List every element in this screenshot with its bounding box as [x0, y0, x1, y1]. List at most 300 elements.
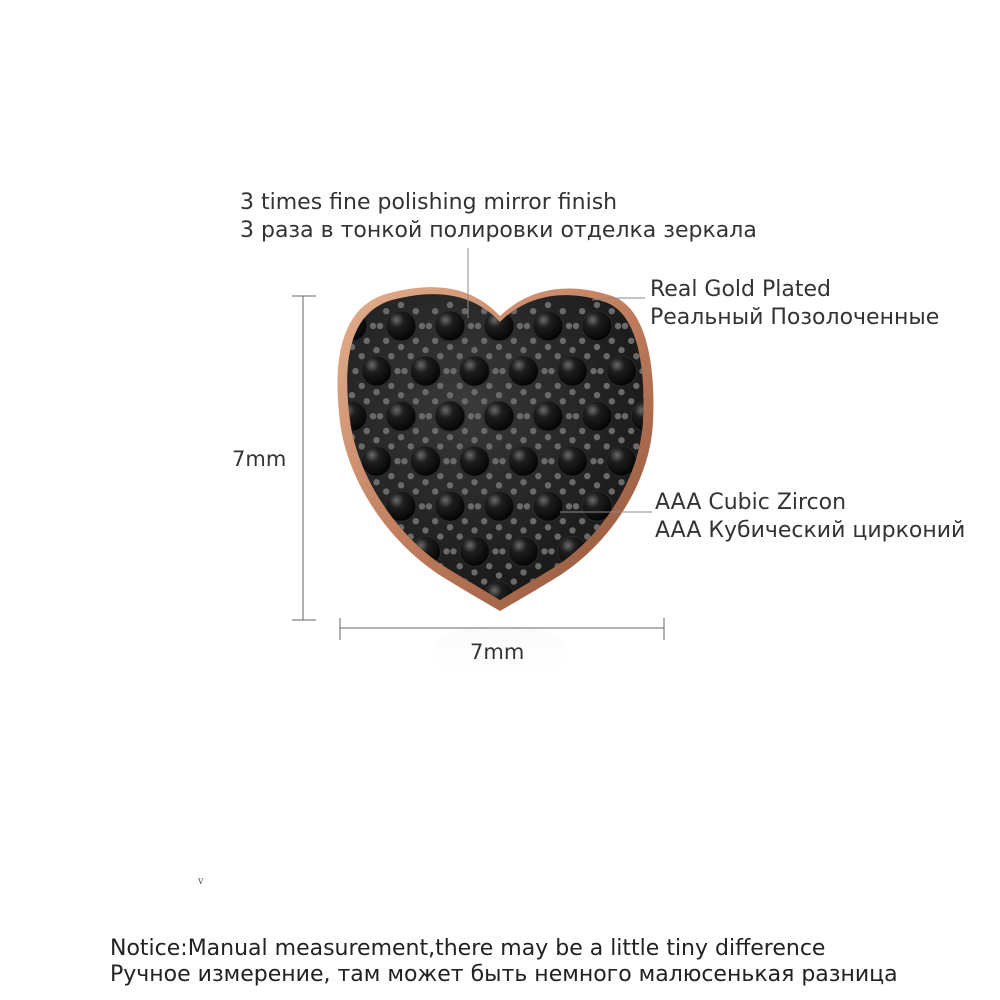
setting-bead: [664, 593, 670, 599]
setting-bead: [633, 563, 639, 569]
setting-bead: [646, 458, 652, 464]
zircon-stone: [631, 582, 661, 612]
setting-bead: [622, 413, 628, 419]
setting-bead: [524, 413, 530, 419]
setting-bead: [594, 614, 600, 620]
setting-bead: [569, 569, 575, 575]
setting-bead: [511, 518, 517, 524]
setting-bead: [506, 563, 512, 569]
setting-bead: [653, 563, 659, 569]
setting-bead: [471, 347, 477, 353]
setting-bead: [511, 428, 517, 434]
setting-bead: [653, 353, 659, 359]
setting-bead: [370, 323, 376, 329]
setting-bead: [481, 398, 487, 404]
setting-bead: [667, 479, 673, 485]
zircon-stone: [484, 491, 514, 521]
setting-bead: [499, 458, 505, 464]
setting-bead: [530, 338, 536, 344]
setting-bead: [364, 428, 370, 434]
setting-bead: [370, 593, 376, 599]
setting-bead: [359, 443, 365, 449]
setting-bead: [422, 347, 428, 353]
setting-bead: [643, 572, 649, 578]
setting-bead: [398, 434, 404, 440]
setting-bead: [566, 593, 572, 599]
setting-bead: [398, 614, 404, 620]
setting-bead: [579, 398, 585, 404]
setting-bead: [609, 488, 615, 494]
setting-bead: [573, 503, 579, 509]
setting-bead: [682, 383, 688, 389]
setting-bead: [437, 383, 443, 389]
setting-bead: [597, 548, 603, 554]
zircon-stone: [460, 356, 490, 386]
setting-bead: [511, 398, 517, 404]
zircon-stone: [337, 491, 367, 521]
setting-bead: [383, 308, 389, 314]
setting-bead: [462, 308, 468, 314]
setting-bead: [633, 533, 639, 539]
setting-bead: [462, 338, 468, 344]
setting-bead: [667, 569, 673, 575]
setting-bead: [609, 338, 615, 344]
setting-bead: [560, 608, 566, 614]
zircon-stone: [435, 491, 465, 521]
setting-bead: [590, 458, 596, 464]
setting-bead: [541, 548, 547, 554]
setting-bead: [604, 443, 610, 449]
setting-bead: [447, 434, 453, 440]
zircon-stone: [558, 356, 588, 386]
setting-bead: [447, 524, 453, 530]
setting-bead: [496, 482, 502, 488]
setting-bead: [457, 473, 463, 479]
setting-bead: [530, 428, 536, 434]
setting-bead: [579, 308, 585, 314]
setting-bead: [569, 479, 575, 485]
setting-bead: [398, 392, 404, 398]
zircon-stone: [582, 582, 612, 612]
setting-bead: [334, 428, 340, 434]
setting-bead: [413, 428, 419, 434]
setting-bead: [535, 383, 541, 389]
setting-bead: [584, 353, 590, 359]
setting-bead: [413, 338, 419, 344]
zircon-stone: [656, 356, 686, 386]
setting-bead: [653, 443, 659, 449]
setting-bead: [688, 368, 694, 374]
zircon-stone: [386, 401, 416, 431]
setting-bead: [471, 527, 477, 533]
setting-bead: [447, 614, 453, 620]
setting-bead: [604, 353, 610, 359]
zircon-stone: [435, 311, 465, 341]
setting-bead: [548, 368, 554, 374]
setting-bead: [432, 518, 438, 524]
setting-bead: [383, 578, 389, 584]
setting-bead: [555, 383, 561, 389]
setting-bead: [517, 413, 523, 419]
setting-bead: [658, 338, 664, 344]
setting-bead: [486, 383, 492, 389]
setting-bead: [352, 368, 358, 374]
setting-bead: [413, 398, 419, 404]
setting-bead: [426, 503, 432, 509]
setting-bead: [548, 458, 554, 464]
setting-bead: [388, 443, 394, 449]
zircon-stone: [533, 401, 563, 431]
setting-bead: [615, 413, 621, 419]
polish-callout-en: 3 times fine polishing mirror finish: [240, 190, 618, 215]
setting-bead: [408, 563, 414, 569]
setting-bead: [443, 368, 449, 374]
gold-callout-en: Real Gold Plated: [650, 277, 831, 302]
setting-bead: [520, 527, 526, 533]
setting-bead: [615, 323, 621, 329]
setting-bead: [450, 368, 456, 374]
setting-bead: [506, 533, 512, 539]
setting-bead: [377, 413, 383, 419]
setting-bead: [609, 578, 615, 584]
notice-en: Notice:Manual measurement,there may be a little tiny difference: [110, 936, 826, 961]
setting-bead: [359, 563, 365, 569]
setting-bead: [584, 383, 590, 389]
setting-bead: [475, 413, 481, 419]
setting-bead: [373, 389, 379, 395]
setting-bead: [352, 548, 358, 554]
setting-bead: [594, 482, 600, 488]
setting-bead: [471, 569, 477, 575]
setting-bead: [545, 614, 551, 620]
zircon-stone: [607, 536, 637, 566]
setting-bead: [584, 563, 590, 569]
setting-bead: [573, 323, 579, 329]
zircon-stone: [582, 311, 612, 341]
setting-bead: [628, 578, 634, 584]
setting-bead: [658, 608, 664, 614]
setting-bead: [364, 518, 370, 524]
setting-bead: [541, 458, 547, 464]
setting-bead: [618, 527, 624, 533]
zircon-stone: [656, 446, 686, 476]
setting-bead: [373, 527, 379, 533]
setting-bead: [408, 383, 414, 389]
setting-bead: [633, 383, 639, 389]
setting-bead: [499, 548, 505, 554]
setting-bead: [643, 524, 649, 530]
setting-bead: [646, 548, 652, 554]
setting-bead: [462, 488, 468, 494]
zircon-stone: [484, 401, 514, 431]
setting-bead: [604, 563, 610, 569]
setting-bead: [560, 578, 566, 584]
setting-bead: [667, 347, 673, 353]
setting-bead: [364, 398, 370, 404]
zircon-stone: [362, 356, 392, 386]
setting-bead: [432, 428, 438, 434]
setting-bead: [658, 428, 664, 434]
setting-bead: [639, 548, 645, 554]
setting-bead: [426, 593, 432, 599]
zircon-stone: [435, 401, 465, 431]
setting-bead: [604, 473, 610, 479]
setting-bead: [560, 518, 566, 524]
setting-bead: [535, 533, 541, 539]
setting-bead: [432, 608, 438, 614]
setting-bead: [388, 473, 394, 479]
setting-bead: [594, 434, 600, 440]
setting-bead: [364, 338, 370, 344]
setting-bead: [481, 428, 487, 434]
setting-bead: [437, 443, 443, 449]
setting-bead: [437, 353, 443, 359]
setting-bead: [471, 389, 477, 395]
setting-bead: [622, 323, 628, 329]
setting-bead: [408, 443, 414, 449]
zircon-stone: [362, 536, 392, 566]
setting-bead: [408, 473, 414, 479]
setting-bead: [492, 368, 498, 374]
setting-bead: [682, 473, 688, 479]
setting-bead: [545, 482, 551, 488]
setting-bead: [422, 569, 428, 575]
setting-bead: [496, 434, 502, 440]
setting-bead: [524, 323, 530, 329]
setting-bead: [398, 482, 404, 488]
setting-bead: [462, 428, 468, 434]
setting-bead: [383, 338, 389, 344]
setting-bead: [584, 443, 590, 449]
setting-bead: [506, 383, 512, 389]
setting-bead: [569, 347, 575, 353]
setting-bead: [496, 302, 502, 308]
setting-bead: [468, 503, 474, 509]
setting-bead: [468, 413, 474, 419]
setting-bead: [370, 413, 376, 419]
setting-bead: [443, 548, 449, 554]
setting-bead: [426, 323, 432, 329]
setting-bead: [535, 563, 541, 569]
setting-bead: [462, 608, 468, 614]
setting-bead: [422, 479, 428, 485]
setting-bead: [377, 593, 383, 599]
zircon-stone: [509, 536, 539, 566]
setting-bead: [688, 548, 694, 554]
setting-bead: [597, 458, 603, 464]
setting-bead: [383, 428, 389, 434]
setting-bead: [633, 353, 639, 359]
setting-bead: [560, 428, 566, 434]
setting-bead: [535, 443, 541, 449]
setting-bead: [334, 518, 340, 524]
setting-bead: [555, 533, 561, 539]
setting-bead: [658, 398, 664, 404]
setting-bead: [364, 608, 370, 614]
zircon-stone: [362, 446, 392, 476]
setting-bead: [520, 347, 526, 353]
setting-bead: [408, 353, 414, 359]
setting-bead: [511, 578, 517, 584]
setting-bead: [628, 428, 634, 434]
setting-bead: [604, 383, 610, 389]
setting-bead: [426, 413, 432, 419]
setting-bead: [688, 458, 694, 464]
setting-bead: [373, 437, 379, 443]
setting-bead: [437, 533, 443, 539]
setting-bead: [462, 398, 468, 404]
setting-bead: [432, 398, 438, 404]
setting-bead: [560, 308, 566, 314]
zircon-stone: [558, 446, 588, 476]
setting-bead: [628, 518, 634, 524]
setting-bead: [475, 323, 481, 329]
setting-bead: [530, 308, 536, 314]
setting-bead: [520, 569, 526, 575]
setting-bead: [566, 413, 572, 419]
setting-bead: [496, 524, 502, 530]
setting-bead: [383, 398, 389, 404]
setting-bead: [373, 347, 379, 353]
setting-bead: [419, 593, 425, 599]
setting-bead: [413, 308, 419, 314]
setting-bead: [422, 437, 428, 443]
setting-bead: [628, 338, 634, 344]
setting-bead: [569, 437, 575, 443]
setting-bead: [447, 344, 453, 350]
setting-bead: [394, 548, 400, 554]
setting-bead: [615, 593, 621, 599]
setting-bead: [450, 548, 456, 554]
setting-bead: [383, 608, 389, 614]
setting-bead: [609, 608, 615, 614]
setting-bead: [349, 614, 355, 620]
setting-bead: [481, 518, 487, 524]
setting-bead: [511, 338, 517, 344]
setting-bead: [545, 302, 551, 308]
setting-bead: [447, 302, 453, 308]
setting-bead: [545, 434, 551, 440]
setting-bead: [432, 338, 438, 344]
setting-bead: [373, 479, 379, 485]
setting-bead: [579, 428, 585, 434]
zircon-stone: [337, 582, 367, 612]
setting-bead: [328, 503, 334, 509]
setting-bead: [394, 368, 400, 374]
setting-bead: [349, 302, 355, 308]
setting-bead: [560, 338, 566, 344]
setting-bead: [419, 413, 425, 419]
setting-bead: [653, 473, 659, 479]
setting-bead: [548, 548, 554, 554]
setting-bead: [517, 503, 523, 509]
setting-bead: [545, 524, 551, 530]
setting-bead: [643, 482, 649, 488]
setting-bead: [457, 383, 463, 389]
setting-bead: [398, 344, 404, 350]
zircon-stone: [460, 446, 490, 476]
zircon-stone: [607, 356, 637, 386]
setting-bead: [579, 578, 585, 584]
setting-bead: [618, 437, 624, 443]
setting-bead: [364, 578, 370, 584]
setting-bead: [413, 608, 419, 614]
setting-bead: [492, 458, 498, 464]
setting-bead: [506, 473, 512, 479]
height-dimension-line: [292, 296, 316, 620]
setting-bead: [328, 593, 334, 599]
setting-bead: [682, 563, 688, 569]
setting-bead: [520, 479, 526, 485]
setting-bead: [377, 323, 383, 329]
setting-bead: [618, 479, 624, 485]
setting-bead: [359, 353, 365, 359]
setting-bead: [486, 443, 492, 449]
setting-bead: [401, 458, 407, 464]
setting-bead: [457, 563, 463, 569]
setting-bead: [555, 353, 561, 359]
width-dimension-label: 7mm: [470, 640, 525, 664]
zircon-callout: [655, 489, 965, 545]
setting-bead: [520, 437, 526, 443]
setting-bead: [398, 572, 404, 578]
polish-callout-ru: 3 раза в тонкой полировки отделка зеркала: [240, 218, 757, 243]
setting-bead: [682, 443, 688, 449]
setting-bead: [569, 389, 575, 395]
setting-bead: [334, 578, 340, 584]
setting-bead: [359, 383, 365, 389]
setting-bead: [422, 389, 428, 395]
setting-bead: [545, 344, 551, 350]
setting-bead: [437, 473, 443, 479]
setting-bead: [506, 443, 512, 449]
setting-bead: [394, 458, 400, 464]
setting-bead: [388, 383, 394, 389]
notice-ru: Ручное измерение, там может быть немного малюсенькая разница: [110, 962, 898, 987]
setting-bead: [524, 503, 530, 509]
setting-bead: [594, 572, 600, 578]
setting-bead: [398, 302, 404, 308]
setting-bead: [457, 533, 463, 539]
setting-bead: [486, 353, 492, 359]
setting-bead: [413, 518, 419, 524]
setting-bead: [628, 608, 634, 614]
setting-bead: [573, 593, 579, 599]
zircon-callout-en: AAA Cubic Zircon: [655, 490, 847, 515]
zircon-stone: [533, 311, 563, 341]
setting-bead: [594, 302, 600, 308]
setting-bead: [499, 368, 505, 374]
setting-bead: [511, 608, 517, 614]
setting-bead: [653, 383, 659, 389]
setting-bead: [419, 323, 425, 329]
setting-bead: [560, 488, 566, 494]
setting-bead: [628, 398, 634, 404]
setting-bead: [579, 608, 585, 614]
setting-bead: [658, 578, 664, 584]
setting-bead: [530, 398, 536, 404]
setting-bead: [535, 353, 541, 359]
setting-bead: [328, 323, 334, 329]
setting-bead: [555, 473, 561, 479]
zircon-stone: [411, 356, 441, 386]
setting-bead: [481, 608, 487, 614]
setting-bead: [349, 392, 355, 398]
setting-bead: [413, 578, 419, 584]
setting-bead: [555, 443, 561, 449]
setting-bead: [422, 527, 428, 533]
zircon-stone: [386, 311, 416, 341]
